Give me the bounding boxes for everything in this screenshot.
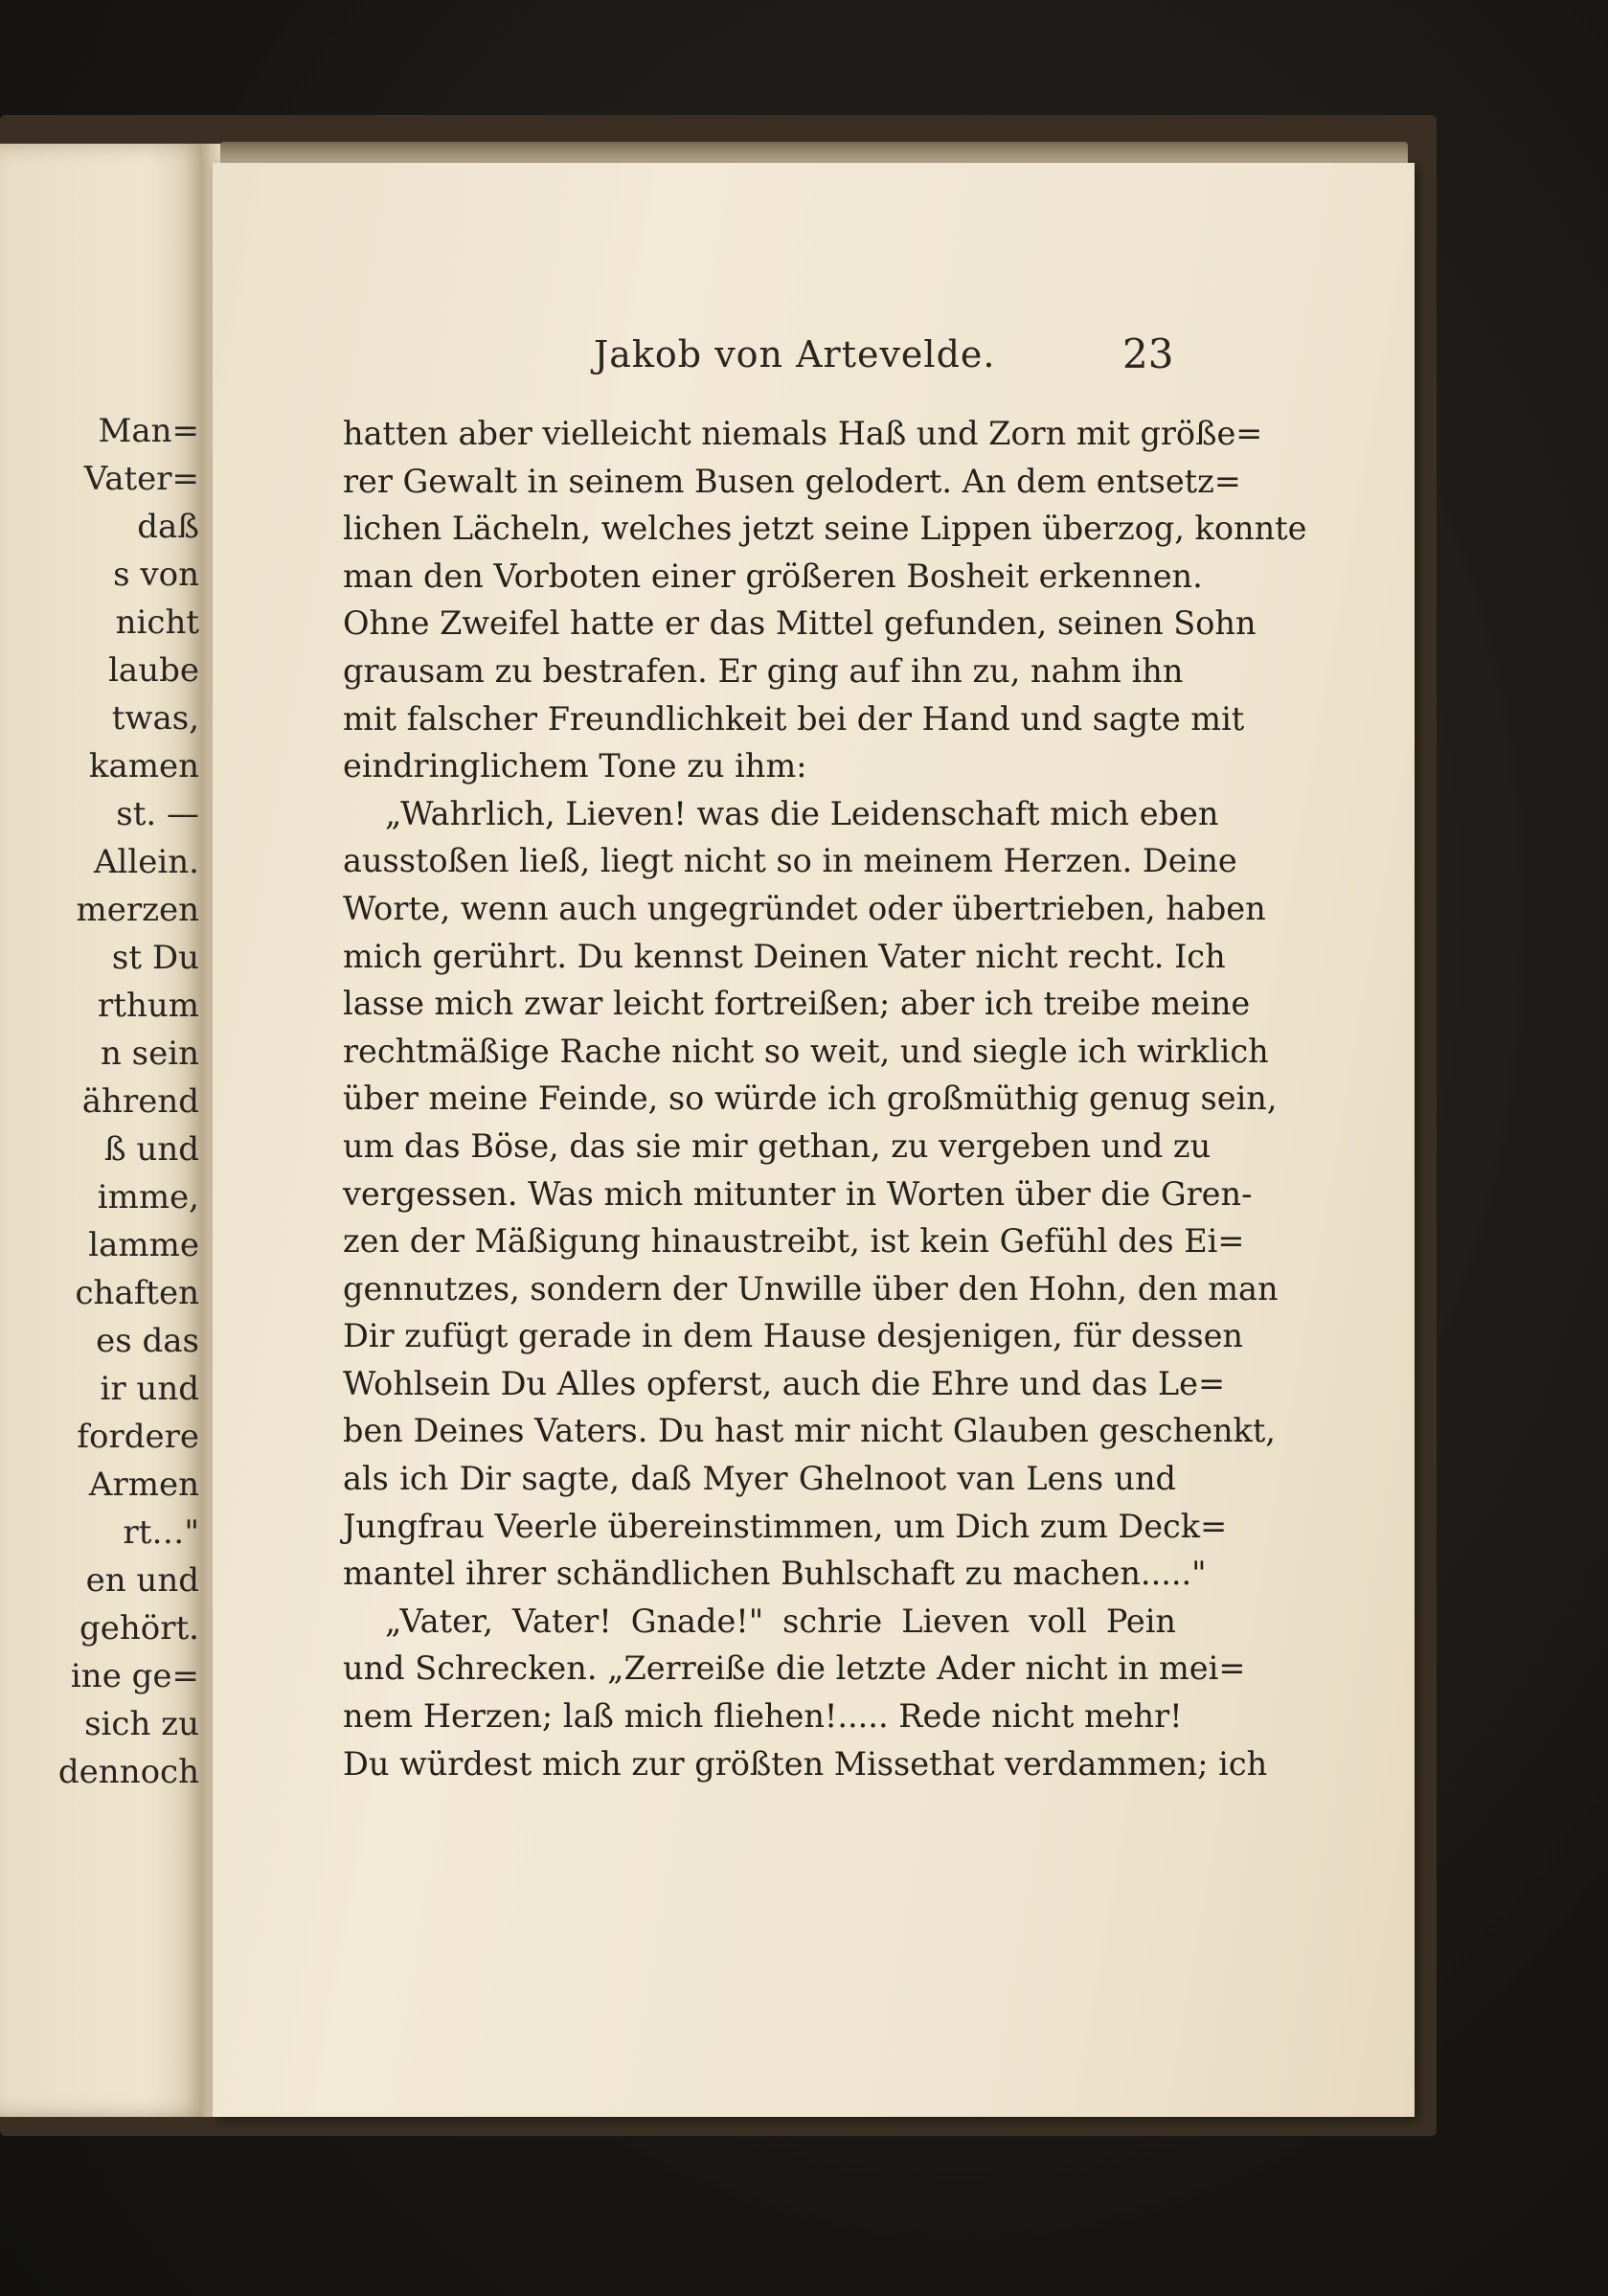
left-page-line: kamen [88,747,199,785]
left-page-line: Armen [88,1466,199,1504]
text-line: ben Deines Vaters. Du hast mir nicht Glauben geschenkt, [343,1412,1276,1450]
text-line: mich gerührt. Du kennst Deinen Vater nicht recht. Ich [343,937,1226,975]
left-page-line: en und [85,1561,199,1600]
left-page-line: gehört. [79,1609,199,1648]
left-page-line: st. — [116,795,199,833]
left-page-line: ine ge= [70,1657,199,1695]
text-line: lichen Lächeln, welches jetzt seine Lippen überzog, konnte [343,510,1307,548]
left-page-line: Allein. [93,843,199,881]
text-line: über meine Feinde, so würde ich großmüthig genug sein, [343,1080,1278,1118]
left-page-line: dennoch [57,1753,199,1791]
text-line: um das Böse, das sie mir gethan, zu vergeben und zu [343,1126,1212,1165]
text-line: Du würdest mich zur größten Missethat verdammen; ich [343,1744,1268,1783]
left-page-line: n sein [100,1034,199,1073]
text-line: hatten aber vielleicht niemals Haß und Zorn mit größe= [343,415,1263,452]
left-page-line: daß [137,508,199,546]
left-page-line: rthum [98,987,199,1025]
text-line: mit falscher Freundlichkeit bei der Hand und sagte mit [343,699,1245,738]
text-line: rechtmäßige Rache nicht so weit, und siegle ich wirklich [343,1032,1269,1070]
left-page-line: fordere [77,1418,199,1456]
left-page-line: laube [108,651,199,690]
left-page-line: nicht [115,603,199,642]
text-line: und Schrecken. „Zerreiße die letzte Ader nicht in mei= [343,1649,1246,1688]
left-page-line: es das [96,1322,199,1360]
text-line: „Wahrlich, Lieven! was die Leidenschaft mich eben [385,794,1219,832]
text-line: Jungfrau Veerle übereinstimmen, um Dich zum Deck= [343,1507,1228,1545]
text-line: zen der Mäßigung hinaustreibt, ist kein Gefühl des Ei= [343,1222,1245,1261]
left-page-line: rt…" [123,1513,199,1552]
text-line: als ich Dir sagte, daß Myer Ghelnoot van Lens und [343,1460,1176,1498]
left-page-line: merzen [76,891,199,929]
left-page-line: sich zu [84,1705,199,1743]
text-line: vergessen. Was mich mitunter in Worten über die Gren- [343,1174,1253,1213]
text-line: Wohlsein Du Alles opferst, auch die Ehre und das Le= [343,1364,1226,1402]
left-page [0,144,209,2117]
running-head: Jakob von Artevelde. [594,333,996,375]
text-line: ausstoßen ließ, liegt nicht so in meinem Herzen. Deine [343,842,1237,880]
text-line: Dir zufügt gerade in dem Hause desjenigen, für dessen [343,1317,1244,1355]
left-page-line: twas, [111,699,199,738]
body-text [343,410,1307,1787]
text-line: nem Herzen; laß mich fliehen!..... Rede nicht mehr! [343,1697,1183,1736]
text-line: grausam zu bestrafen. Er ging auf ihn zu, nahm ihn [343,651,1184,690]
left-page-line: ß und [103,1130,199,1169]
left-page-line: ährend [81,1082,199,1121]
text-line: gennutzes, sondern der Unwille über den Hohn, den man [343,1269,1279,1307]
text-line: Ohne Zweifel hatte er das Mittel gefunden, seinen Sohn [343,604,1257,643]
text-line: mantel ihrer schändlichen Buhlschaft zu machen....." [343,1555,1207,1593]
text-line: eindringlichem Tone zu ihm: [343,747,807,785]
text-line: „Vater, Vater! Gnade!" schrie Lieven voll Pein [385,1602,1176,1640]
text-line: rer Gewalt in seinem Busen gelodert. An dem entsetz= [343,462,1241,500]
left-page-line: s von [113,556,199,594]
left-page-line: chaften [75,1274,199,1312]
left-page-line: st Du [111,939,199,977]
text-line: Worte, wenn auch ungegründet oder übertrieben, haben [343,889,1266,927]
page-number: 23 [1122,330,1174,377]
left-page-line: Vater= [83,460,199,498]
left-page-line: lamme [88,1226,199,1264]
left-page-line: ir und [100,1370,199,1408]
text-line: lasse mich zwar leicht fortreißen; aber ich treibe meine [343,985,1251,1023]
left-page-line: Man= [98,412,199,450]
text-line: man den Vorboten einer größeren Bosheit erkennen. [343,557,1203,595]
left-page-line: imme, [97,1178,199,1216]
